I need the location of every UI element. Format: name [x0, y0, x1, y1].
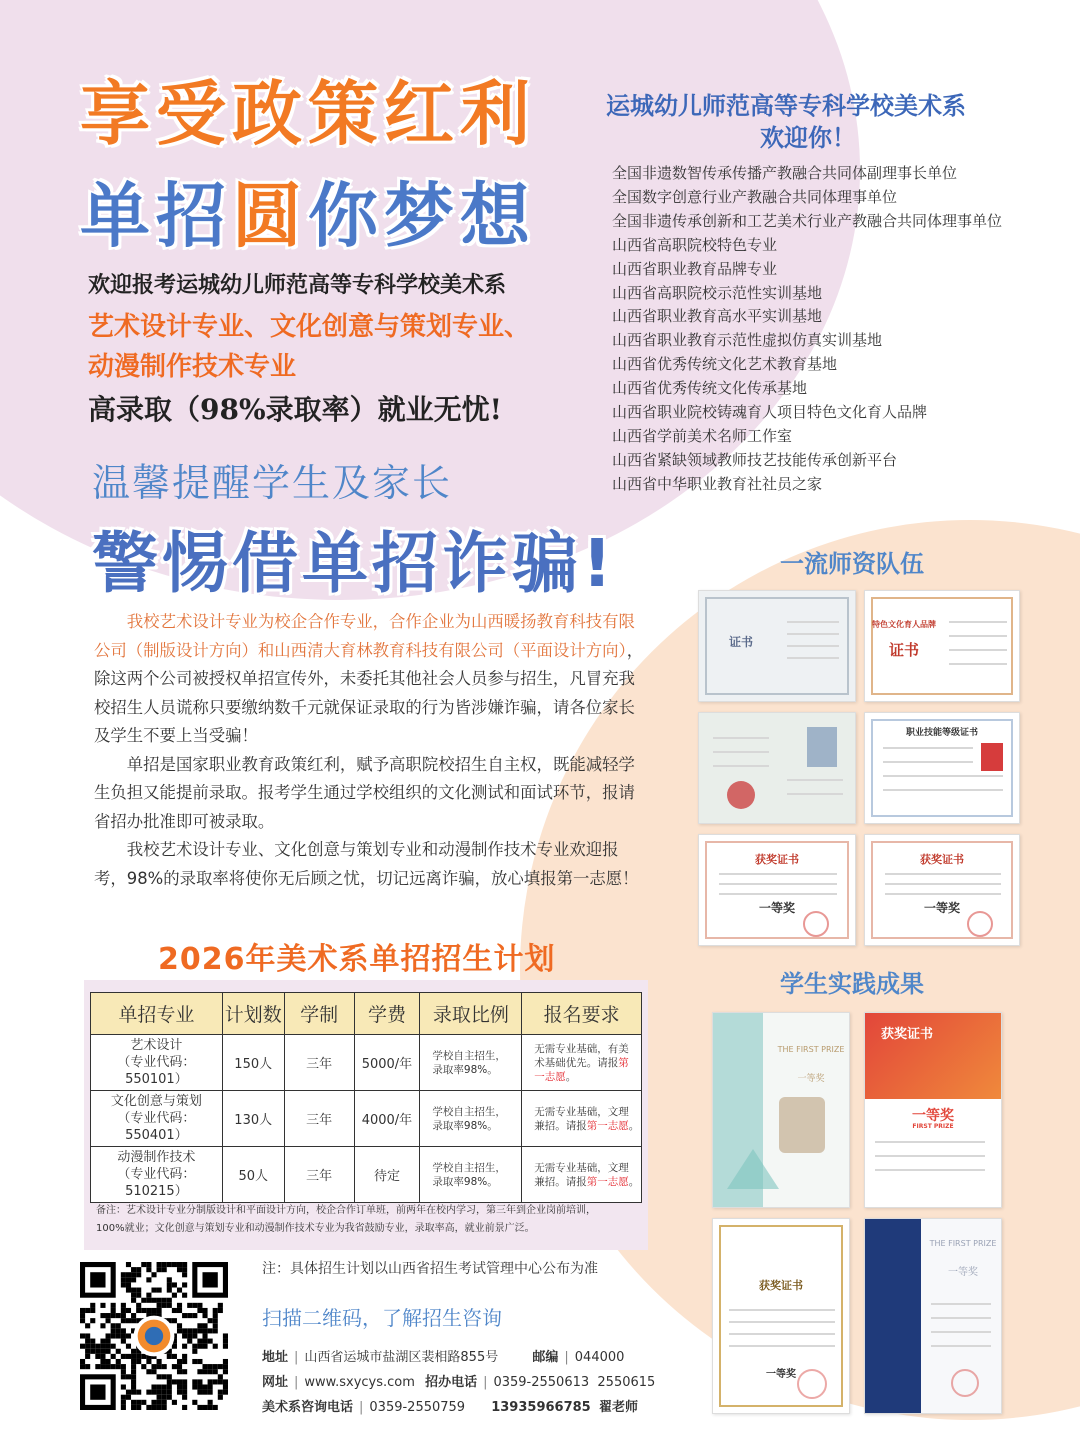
cert-label-top: 特色文化育人品牌 [872, 620, 936, 629]
table-row [91, 1091, 642, 1147]
req-end: 。 [565, 1070, 577, 1083]
student-award-certificate-2 [864, 1012, 1002, 1208]
honor-item: 山西省中华职业教育社社员之家 [612, 474, 823, 493]
teacher-certificate-4 [864, 712, 1020, 824]
headline-dream-part1: 单招 [80, 175, 232, 257]
req-red: 第一志愿 [586, 1119, 629, 1132]
headline-dream-part3: 你梦想 [308, 175, 536, 257]
cert-label: THE FIRST PRIZE [777, 1045, 845, 1054]
honors-list [612, 162, 1002, 497]
teacher-award-certificate-2 [864, 834, 1020, 946]
postcode-label: 邮编 [532, 1350, 559, 1365]
body-paragraph-2: 单招是国家职业教育政策红利，赋予高职院校招生自主权，既能减轻学生负担又能提前录取。报考学生通过学校组织的文化测试和面试环节，报请省招办批准即可被录取。 [94, 754, 635, 831]
req-text-a: 无需专业基础，文理 [534, 1105, 629, 1118]
req-text-b: 兼招。请报 [534, 1119, 587, 1132]
majors-line-1: 艺术设计专业、文化创意与策划专业、 [88, 312, 531, 342]
honor-item: 全国非遗传承创新和工艺美术行业产教融合共同体理事单位 [612, 211, 1003, 230]
postcode-value: 044000 [574, 1350, 625, 1365]
web-label: 网址 [262, 1375, 289, 1390]
cert-prize: 一等奖 [948, 1267, 978, 1278]
plan-table-panel [84, 980, 648, 1250]
photo-placeholder [981, 743, 1003, 771]
cert-label: 获奖证书 [755, 853, 799, 866]
photo-placeholder [807, 727, 837, 767]
contact-web-row: 网址 | www.sxycys.com 招办电话 | 0359-2550613 2550615 [262, 1375, 656, 1390]
honor-item: 山西省职业院校铸魂育人项目特色文化育人品牌 [612, 403, 928, 422]
col-header-requirement: 报名要求 [522, 993, 642, 1035]
col-header-years: 学制 [284, 993, 354, 1035]
cert-label: 证书 [728, 635, 753, 649]
cert-label: 职业技能等级证书 [905, 728, 978, 738]
cert-prize-en: FIRST PRIZE [912, 1123, 954, 1130]
majors-line-2: 动漫制作技术专业 [88, 352, 297, 382]
warning-headline: 警惕借单招诈骗! [92, 525, 617, 602]
req-text-b: 兼招。请报 [534, 1175, 587, 1188]
student-award-certificate-4 [864, 1218, 1002, 1414]
table-row [91, 1035, 642, 1091]
cell-ratio [420, 1091, 522, 1147]
cell-years: 三年 [284, 1147, 354, 1203]
cert-prize: 一等奖 [912, 1108, 954, 1124]
ratio-text-b: 录取率98%。 [432, 1175, 498, 1188]
req-end: 。 [628, 1119, 640, 1132]
teacher-certificate-2 [864, 590, 1020, 702]
cert-label: 证书 [888, 641, 919, 659]
cell-count: 150人 [222, 1035, 284, 1091]
teacher-certificate-1 [698, 590, 856, 702]
req-text-a: 无需专业基础，文理 [534, 1161, 629, 1174]
seal-icon [803, 911, 829, 937]
body-paragraph-3: 我校艺术设计专业、文化创意与策划专业和动漫制作技术专业欢迎报考，98%的录取率将使你无后顾之忧，切记远离诈骗，放心填报第一志愿！ [94, 840, 639, 888]
admission-rate-line: 高录取（98%录取率）就业无忧! [88, 393, 502, 426]
major-code: （专业代码：510215） [117, 1167, 196, 1199]
ratio-text-a: 学校自主招生， [432, 1105, 506, 1118]
req-red: 第一志愿 [586, 1175, 629, 1188]
honor-item: 山西省职业教育品牌专业 [612, 259, 778, 278]
web-link[interactable]: www.sxycys.com [304, 1375, 415, 1390]
cert-triangle-decoration [727, 1149, 779, 1189]
honor-item: 山西省职业教育示范性虚拟仿真实训基地 [612, 331, 883, 350]
ratio-text-b: 录取率98%。 [432, 1119, 498, 1132]
teacher-award-certificate-1 [698, 834, 856, 946]
honor-item: 山西省优秀传统文化传承基地 [612, 379, 808, 398]
cell-ratio [420, 1147, 522, 1203]
cert-label: 获奖证书 [920, 853, 964, 866]
major-code: （专业代码：550401） [117, 1111, 196, 1143]
cell-fee: 4000/年 [354, 1091, 420, 1147]
plan-title: 2026年美术系单招招生计划 [158, 942, 556, 977]
col-header-fee: 学费 [354, 993, 420, 1035]
practice-section-title: 学生实践成果 [780, 970, 924, 998]
cell-ratio [420, 1035, 522, 1091]
seal-icon [951, 1369, 979, 1397]
plan-note-line-2: 100%就业；文化创意与策划专业和动漫制作技术专业为我省鼓励专业，录取率高，就业前景广泛。 [96, 1223, 535, 1234]
cert-prize: 一等奖 [797, 1074, 825, 1084]
cell-major [91, 1091, 223, 1147]
ratio-text-a: 学校自主招生， [432, 1161, 506, 1174]
contact-consult-row: 美术系咨询电话 | 0359-2550759 13935966785 翟老师 [262, 1400, 638, 1415]
ratio-text-a: 学校自主招生， [432, 1049, 506, 1062]
teacher-name: 翟老师 [598, 1400, 638, 1415]
cell-count: 130人 [222, 1091, 284, 1147]
student-award-certificate-3 [712, 1218, 850, 1414]
scan-qr-prompt: 扫描二维码，了解招生咨询 [262, 1306, 502, 1330]
contact-address-row: 地址 | 山西省运城市盐湖区裴相路855号 邮编 | 044000 [262, 1350, 625, 1365]
mobile-value: 13935966785 [491, 1400, 591, 1415]
cert-prize: 一等奖 [758, 901, 795, 915]
cell-requirement [522, 1091, 642, 1147]
cert-prize: 一等奖 [923, 901, 960, 915]
cell-fee: 5000/年 [354, 1035, 420, 1091]
cell-years: 三年 [284, 1035, 354, 1091]
req-end: 。 [628, 1175, 640, 1188]
cert-label: THE FIRST PRIZE [929, 1239, 997, 1248]
honor-item: 全国非遗数智传承传播产教融合共同体副理事长单位 [612, 164, 958, 182]
consult-label: 美术系咨询电话 [262, 1400, 354, 1415]
body-paragraph-1 [94, 608, 644, 751]
headline-policy: 享受政策红利 [80, 73, 536, 155]
plan-table [90, 992, 642, 1203]
cell-years: 三年 [284, 1091, 354, 1147]
cert-label: 获奖证书 [759, 1279, 803, 1292]
qr-code-icon[interactable] [80, 1262, 228, 1410]
req-red-2: 一志愿 [534, 1070, 566, 1083]
honor-item: 山西省高职院校示范性实训基地 [612, 283, 823, 302]
welcome-line: 欢迎报考运城幼儿师范高等专科学校美术系 [88, 273, 507, 298]
body-text [94, 608, 644, 893]
cell-requirement [522, 1035, 642, 1091]
honor-item: 山西省优秀传统文化艺术教育基地 [612, 355, 838, 374]
plan-note-line-1: 备注：艺术设计专业分制版设计和平面设计方向，校企合作订单班，前两年在校内学习，第三年到企业岗前培训， [96, 1205, 596, 1216]
emblem-icon [727, 781, 755, 809]
body-paragraph-1-highlight: 我校艺术设计专业为校企合作专业，合作企业为山西暖扬教育科技有限公司（制版设计方向）和山西清大育林教育科技有限公司（平面设计方向） [94, 612, 635, 660]
warning-subtitle: 温馨提醒学生及家长 [92, 461, 453, 505]
headline-dream-highlight: 圆 [232, 175, 308, 257]
phone-value-2: 2550615 [597, 1375, 656, 1390]
ratio-text-b: 录取率98%。 [432, 1063, 498, 1076]
honor-item: 全国数字创意行业产教融合共同体理事单位 [612, 187, 898, 206]
body-paragraph-1-rest: ，除这两个公司被授权单招宣传外，未委托其他社会人员参与招生，凡冒充我校招生人员谎称只要缴纳数千元就保证录取的行为皆涉嫌诈骗，请各位家长及学生不要上当受骗！ [94, 640, 644, 745]
plan-note [96, 1202, 636, 1238]
honor-item: 山西省学前美术名师工作室 [612, 426, 793, 445]
major-code: （专业代码：550101） [117, 1055, 196, 1087]
address-label: 地址 [262, 1350, 289, 1365]
plan-table-header [91, 993, 642, 1035]
school-department-title: 运城幼儿师范高等专科学校美术系 [606, 92, 966, 120]
major-name: 文化创意与策划 [110, 1094, 202, 1109]
major-name: 艺术设计 [130, 1038, 183, 1053]
major-name: 动漫制作技术 [117, 1150, 196, 1165]
req-text-a: 无需专业基础，有美 [534, 1042, 629, 1055]
col-header-count: 计划数 [222, 993, 284, 1035]
artwork-thumbnail [779, 1097, 825, 1153]
cell-fee: 待定 [354, 1147, 420, 1203]
cell-major [91, 1035, 223, 1091]
welcome-you-title: 欢迎你！ [760, 124, 856, 152]
plan-disclaimer: 注：具体招生计划以山西省招生考试管理中心公布为准 [262, 1261, 598, 1277]
phone-label: 招办电话 [425, 1375, 478, 1390]
col-header-major: 单招专业 [91, 993, 223, 1035]
cell-major [91, 1147, 223, 1203]
cell-count: 50人 [222, 1147, 284, 1203]
req-text-b: 术基础优先。请报 [534, 1056, 619, 1069]
phone-value: 0359-2550613 [493, 1375, 590, 1390]
honor-item: 山西省高职院校特色专业 [612, 235, 778, 254]
seal-icon [967, 911, 993, 937]
cell-requirement [522, 1147, 642, 1203]
cert-decoration [865, 1219, 921, 1414]
cert-label: 获奖证书 [880, 1027, 933, 1042]
cert-prize: 一等奖 [766, 1369, 796, 1380]
table-row [91, 1147, 642, 1203]
faculty-section-title: 一流师资队伍 [780, 550, 924, 578]
col-header-ratio: 录取比例 [420, 993, 522, 1035]
headline-dream [80, 160, 536, 261]
honor-item: 山西省紧缺领域教师技艺技能传承创新平台 [612, 450, 898, 469]
student-award-certificate-1 [712, 1012, 850, 1208]
teacher-certificate-3 [698, 712, 856, 824]
address-value: 山西省运城市盐湖区裴相路855号 [304, 1350, 499, 1365]
honor-item: 山西省职业教育高水平实训基地 [612, 307, 823, 326]
seal-icon [797, 1369, 827, 1399]
req-red-1: 第 [618, 1056, 629, 1069]
consult-phone: 0359-2550759 [369, 1400, 466, 1415]
